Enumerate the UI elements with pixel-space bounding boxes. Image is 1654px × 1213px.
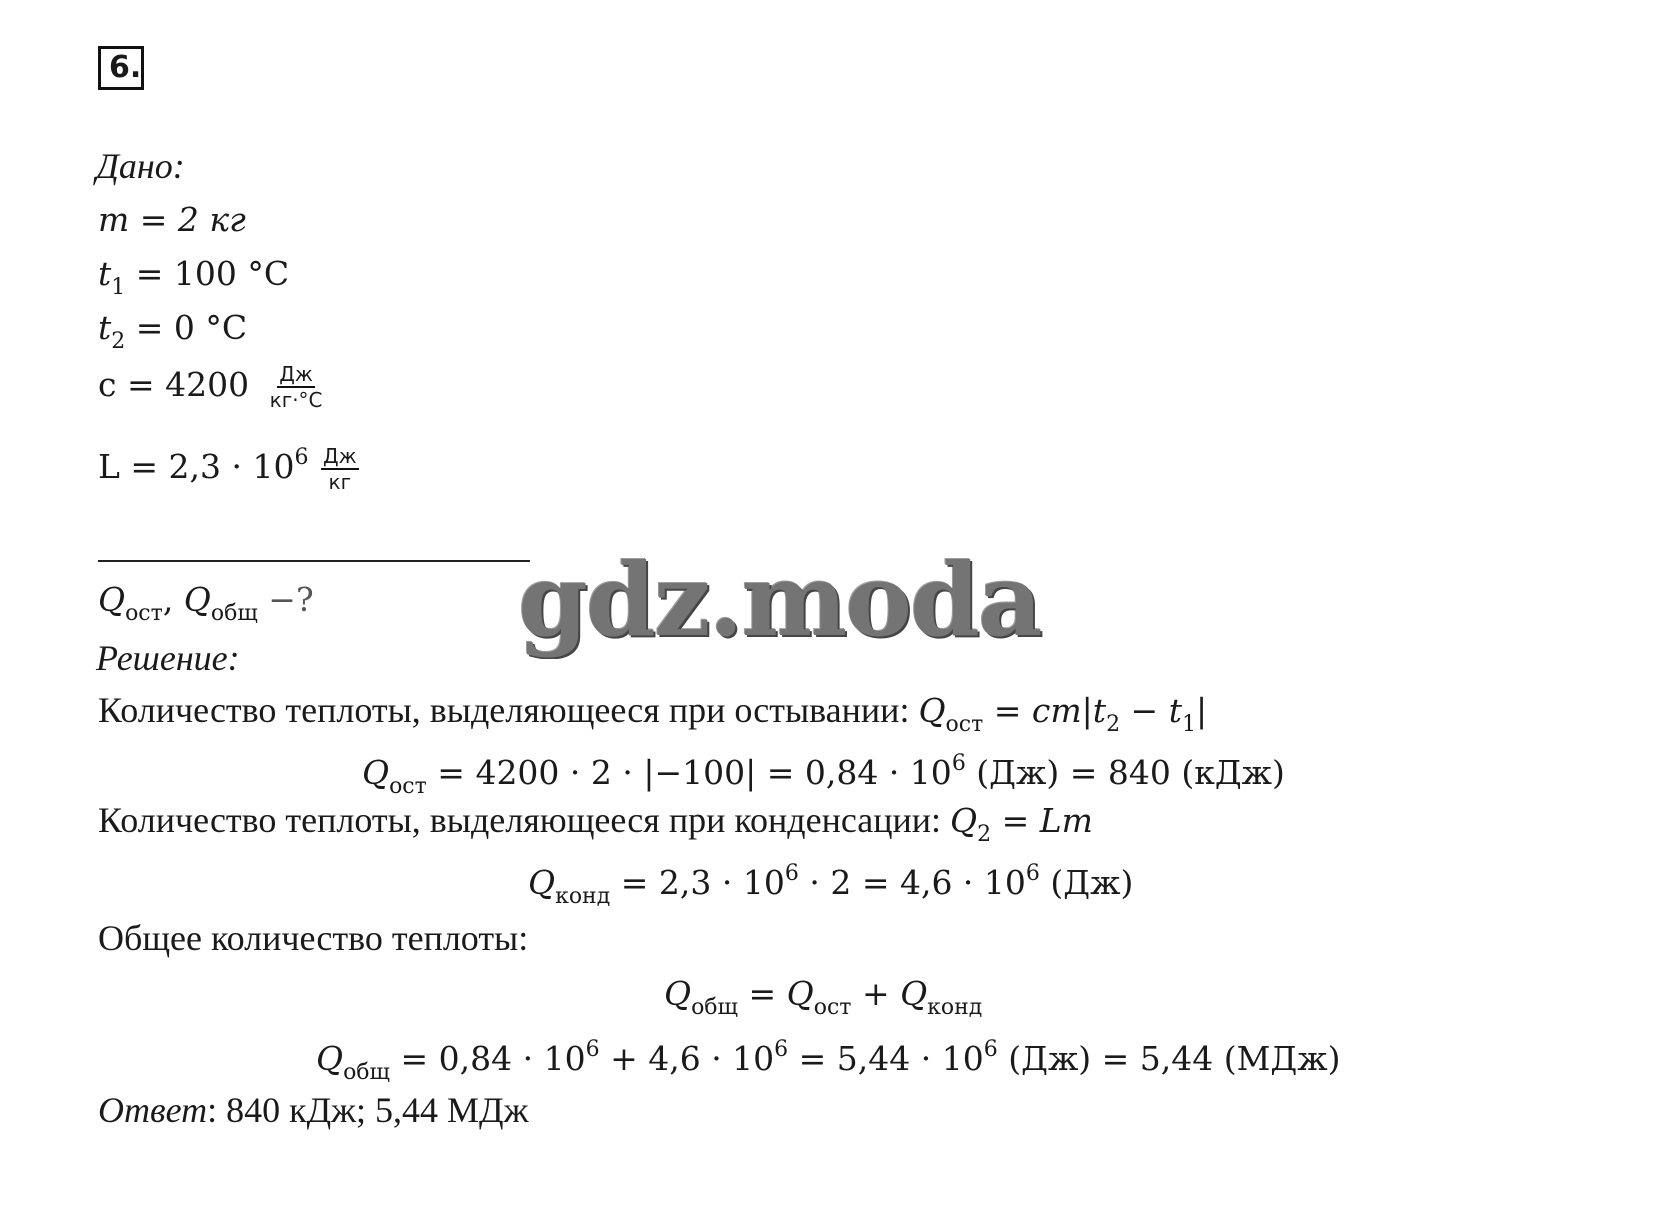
line1-Q-sub: ост	[945, 712, 984, 737]
line1-mid: − t	[1120, 691, 1182, 730]
eq3-Q-sub: общ	[691, 995, 739, 1020]
eq1-Q-sub: ост	[389, 774, 427, 799]
eq3-s2: конд	[927, 995, 983, 1020]
watermark-logo: gdz.moda	[518, 541, 1041, 659]
eq3-plus: + Q	[851, 974, 928, 1013]
eq2-exp1: 6	[784, 861, 799, 886]
c-unit-den: кг·°C	[269, 388, 323, 412]
find-q2-sub: общ	[210, 601, 258, 626]
line2-rest: = Lm	[991, 801, 1093, 840]
L-unit-fraction	[321, 444, 359, 494]
eq4-c: = 5,44 · 10	[788, 1039, 984, 1078]
given-c	[98, 362, 325, 412]
eq3-s1: ост	[813, 995, 852, 1020]
eq4-d: (Дж) = 5,44 (МДж)	[997, 1039, 1341, 1078]
t2-var: t	[98, 308, 112, 347]
eq1-a: = 4200 · 2 · |−100| = 0,84 · 10	[426, 753, 952, 792]
line2-text: Количество теплоты, выделяющееся при конденсации:	[98, 800, 951, 840]
answer-text: : 840 кДж; 5,44 МДж	[207, 1090, 529, 1130]
given-label: Дано:	[96, 146, 185, 186]
line1-text: Количество теплоты, выделяющееся при остывании:	[98, 690, 919, 730]
given-t2	[98, 308, 247, 362]
answer-line	[98, 1090, 529, 1130]
find-line: $Q_{ост}$, $Q_{общ}$ −?	[98, 580, 314, 626]
eq4-exp3: 6	[983, 1037, 998, 1062]
eq4-exp2: 6	[774, 1037, 789, 1062]
eq3-eq: = Q	[738, 974, 814, 1013]
given-L	[98, 438, 359, 494]
equation-cooling	[362, 744, 1285, 807]
eq1-exp: 6	[951, 751, 966, 776]
eq2-Q-sub: конд	[555, 884, 611, 909]
find-q1-sub: ост	[125, 601, 163, 626]
eq4-a: = 0,84 · 10	[390, 1039, 586, 1078]
mass-text: m = 2 кг	[98, 200, 246, 239]
eq2-Q: Q	[528, 863, 556, 902]
find-q2: Q	[183, 580, 211, 619]
line1-s2: 2	[1106, 712, 1121, 737]
t1-value: = 100 °C	[125, 254, 290, 293]
problem-number: 6.	[98, 46, 144, 90]
line2-sub: 2	[977, 822, 992, 847]
given-divider	[98, 560, 530, 562]
line1-s1: 1	[1181, 712, 1196, 737]
equation-total-symbolic	[664, 974, 982, 1028]
line1-Q: Q	[918, 691, 946, 730]
eq2-a: = 2,3 · 10	[610, 863, 785, 902]
t2-value: = 0 °C	[125, 308, 248, 347]
given-t1	[98, 254, 289, 308]
c-unit-fraction	[268, 362, 325, 412]
eq1-b: (Дж) = 840 (кДж)	[965, 753, 1285, 792]
L-unit-den: кг	[328, 470, 352, 494]
equation-condensation	[528, 854, 1133, 917]
solution-label: Решение:	[96, 638, 240, 678]
eq3-Q: Q	[664, 974, 692, 1013]
t1-var: t	[98, 254, 112, 293]
eq4-Q: Q	[316, 1039, 344, 1078]
eq4-exp1: 6	[585, 1037, 600, 1062]
answer-label: Ответ	[98, 1090, 208, 1130]
solution-line2	[98, 800, 1093, 855]
t1-sub: 1	[111, 275, 126, 300]
c-unit-num: Дж	[279, 362, 313, 386]
find-tail: −?	[257, 580, 314, 619]
find-q1: Q	[98, 580, 126, 619]
L-value: L = 2,3 · 10	[98, 447, 295, 486]
eq4-b: + 4,6 · 10	[599, 1039, 775, 1078]
solution-line3: Общее количество теплоты:	[98, 918, 529, 958]
L-exp: 6	[294, 445, 309, 470]
line2-Q: Q	[950, 801, 978, 840]
given-mass	[98, 200, 246, 240]
c-value: c = 4200	[98, 365, 250, 404]
eq2-c: (Дж)	[1039, 863, 1134, 902]
line1-eq: = cm|t	[983, 691, 1107, 730]
eq4-Q-sub: общ	[343, 1060, 391, 1085]
eq1-Q: Q	[362, 753, 390, 792]
equation-total-numeric	[316, 1030, 1341, 1093]
t2-sub: 2	[111, 329, 126, 354]
eq2-exp2: 6	[1025, 861, 1040, 886]
L-unit-num: Дж	[323, 444, 357, 468]
eq2-b: · 2 = 4,6 · 10	[798, 863, 1026, 902]
solution-line1	[98, 690, 1207, 745]
line1-end: |	[1195, 691, 1208, 730]
